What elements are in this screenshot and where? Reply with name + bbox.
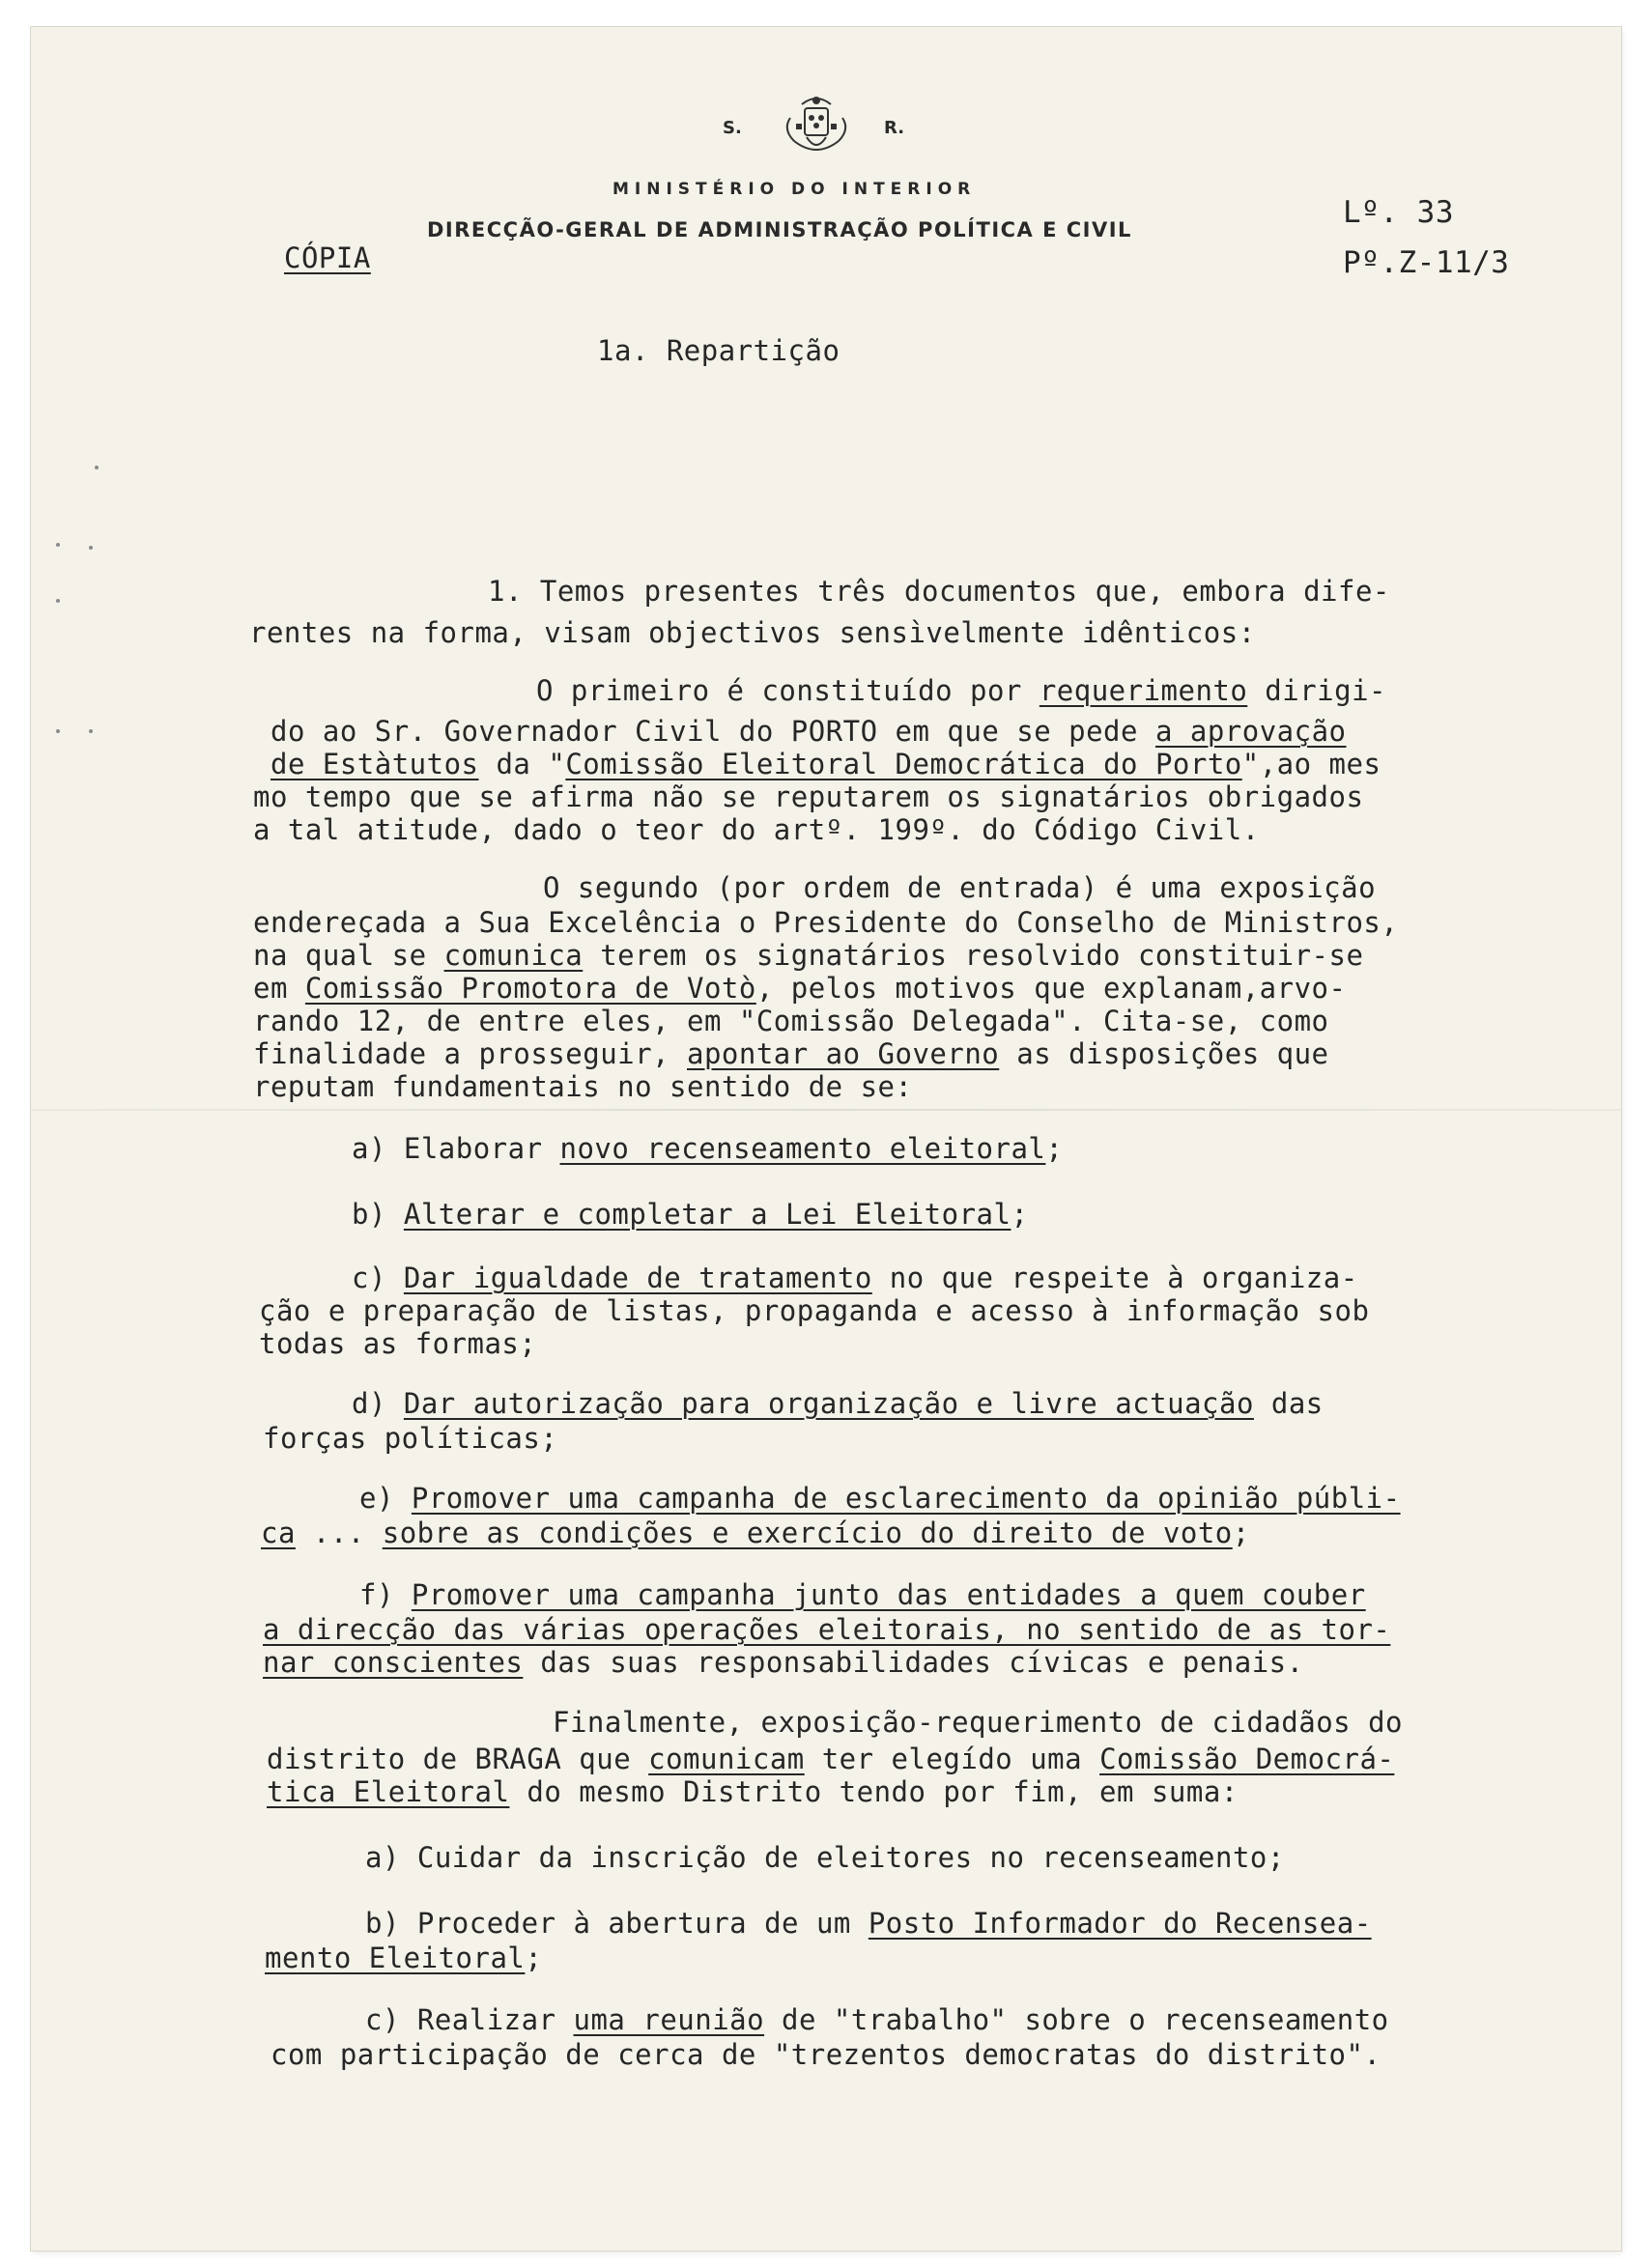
list-item-a2: a) Cuidar da inscrição de eleitores no recenseamento; (365, 1841, 1285, 1874)
list-item-e: e) Promover uma campanha de esclarecimento da opinião públi- (359, 1482, 1401, 1515)
page-fold-line (31, 1109, 1621, 1111)
text-line: rando 12, de entre eles, em "Comissão Delegada". Cita-se, como (253, 1005, 1329, 1037)
margin-speck (56, 729, 60, 733)
text-line: endereçada a Sua Excelência o Presidente do Conselho de Ministros, (253, 906, 1399, 939)
margin-speck (56, 543, 60, 547)
text-line: em Comissão Promotora de Votò, pelos motivos que explanam,arvo- (253, 972, 1347, 1005)
text-line: mento Eleitoral; (265, 1942, 543, 1974)
text-line: 1. Temos presentes três documentos que, embora dife- (488, 575, 1390, 608)
text-line: Finalmente, exposição-requerimento de cidadãos do (553, 1706, 1404, 1739)
copy-label: CÓPIA (284, 241, 371, 274)
list-item-f: f) Promover uma campanha junto das entidades a quem couber (359, 1578, 1366, 1611)
text-line: nar conscientes das suas responsabilidades cívicas e penais. (263, 1646, 1304, 1679)
margin-speck (89, 546, 93, 550)
text-line: a tal atitude, dado o teor do artº. 199º. do Código Civil. (253, 813, 1260, 846)
margin-speck (89, 729, 93, 733)
text-line: finalidade a prosseguir, apontar ao Governo as disposições que (253, 1037, 1329, 1070)
text-line: do ao Sr. Governador Civil do PORTO em que se pede a aprovação (271, 715, 1347, 748)
text-line: forças políticas; (263, 1422, 558, 1455)
text-line: de Estàtutos da "Comissão Eleitoral Democrática do Porto",ao mes (271, 748, 1381, 780)
letter-s: S. (723, 118, 742, 138)
text-line: O segundo (por ordem de entrada) é uma exposição (543, 871, 1377, 904)
list-item-c: c) Dar igualdade de tratamento no que respeite à organiza- (352, 1262, 1358, 1294)
list-item-a: a) Elaborar novo recenseamento eleitoral; (352, 1132, 1064, 1165)
text-line: na qual se comunica terem os signatários resolvido constituir-se (253, 939, 1364, 972)
text-line: rentes na forma, visam objectivos sensìvelmente idênticos: (249, 616, 1256, 649)
text-line: distrito de BRAGA que comunicam ter elegído uma Comissão Democrá- (267, 1743, 1395, 1775)
margin-speck (95, 466, 99, 469)
text-line: reputam fundamentais no sentido de se: (253, 1070, 913, 1103)
margin-speck (56, 599, 60, 603)
text-line: ção e preparação de listas, propaganda e acesso à informação sob (259, 1294, 1370, 1327)
list-item-b: b) Alterar e completar a Lei Eleitoral; (352, 1198, 1029, 1231)
list-item-b2: b) Proceder à abertura de um Posto Informador do Recensea- (365, 1907, 1372, 1940)
list-item-c2: c) Realizar uma reunião de "trabalho" sobre o recenseamento (365, 2003, 1389, 2036)
text-line: O primeiro é constituído por requerimento dirigi- (536, 674, 1387, 707)
letter-r: R. (884, 118, 905, 138)
section-title: 1a. Repartição (597, 334, 840, 367)
ministry-name: MINISTÉRIO DO INTERIOR (612, 180, 977, 199)
list-item-d: d) Dar autorização para organização e livre actuação das (352, 1387, 1324, 1420)
text-line: ca ... sobre as condições e exercício do direito de voto; (261, 1517, 1250, 1549)
text-line: com participação de cerca de "trezentos democratas do distrito". (271, 2038, 1381, 2071)
text-line: todas as formas; (259, 1327, 537, 1360)
reference-po: Pº.Z-11/3 (1343, 245, 1510, 280)
text-line: mo tempo que se afirma não se reputarem os signatários obrigados (253, 780, 1364, 813)
directorate-name: DIRECÇÃO-GERAL DE ADMINISTRAÇÃO POLÍTICA E CIVIL (427, 218, 1132, 241)
reference-lo: Lº. 33 (1343, 195, 1454, 230)
coat-of-arms-seal-icon (773, 89, 860, 158)
text-line: tica Eleitoral do mesmo Distrito tendo por fim, em suma: (267, 1775, 1239, 1808)
text-line: a direcção das várias operações eleitorais, no sentido de as tor- (263, 1613, 1391, 1646)
